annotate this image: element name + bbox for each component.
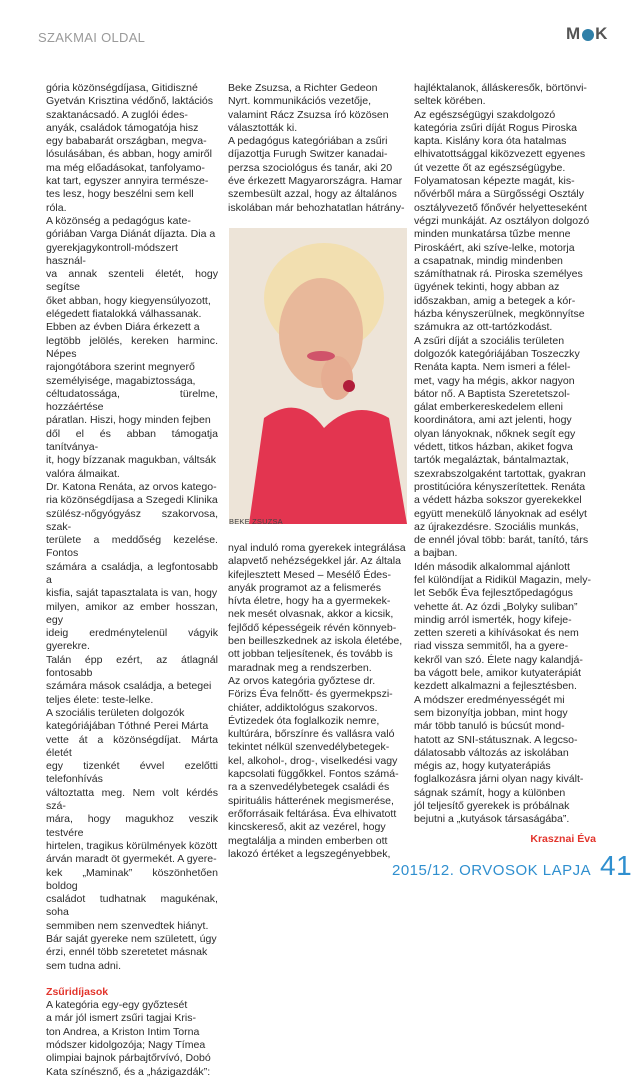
column-2-bottom (228, 542, 408, 861)
column-1 (46, 82, 218, 1079)
logo-dot-icon (582, 29, 594, 41)
author: Krasznai Éva (530, 832, 596, 845)
portrait-photo (229, 228, 407, 524)
issue: 2015/12. (392, 862, 455, 879)
column-2b-text: nyal induló roma gyerekek integrálása alapvető nehézségekkel jár. Az általa kifejlesztett Mesed – Mesélő Édes- anyák programot az a felismerés hívta életre, hogy ha a gyermekek- nek mesét olvasnak, akkor a kicsik, fejlődő képességeik révén könnyeb- ben beilleszkednek az iskola életébe, ott jobban teljesítenek, és tovább is maradnak meg a rendszerben. Az orvos kategória győztese dr. Förizs Éva felnőtt- és gyermekpszi- chiáter, addiktológus szakorvos. Évtizedek óta foglalkozik nemre, kultúrára, bőrszínre és vallásra való tekintet nélkül szenvedélybetegek- kel, alkohol-, drog-, viselkedési vagy kapcsolati függőkkel. Fontos számá- ra a szenvedélybetegek családi és spirituális hátterének megismerése, erőforrásaik feltárása. Éva elhivatott kincskereső, akit az vezérel, hogy megtalálja a minden emberben ott lakozó értéket a legszegényebbek, (228, 542, 406, 860)
column-3 (414, 82, 596, 846)
column-1-text: gória közönségdíjasa, Gitidiszné Gyetván Krisztina védőnő, laktációs szaktanácsadó. A zuglói édes- anyák, családok támogatója hisz egy bababarát országban, megva- lósulásában, és abban, hogy amiről ma még előadásokat, tanfolyamo- kat tart, egyszer annyira természe- tes lesz, hogy beszélni sem kell róla. A közönség a pedagógus kate- góriában Varga Diánát díjazta. Dia a gyerekjagykontroll-módszert használ- va annak szenteli életét, hogy segítse őket abban, hogy kiegyensúlyozott, elégedett fiatalokká válhassanak. Ebben az évben Diára érkezett a legtöbb jelölés, kereken harminc. Népes rajongótábora szerint megnyerő személyisége, magabiztossága, céltudatossága, türelme, hozzáértése páratlan. Hiszi, hogy minden fejben dől el és abban támogatja tanítványa- it, hogy bízzanak magukban, váltsák valóra álmaikat. Dr. Katona Renáta, az orvos katego- ria közönségdíjasa a Szegedi Klinika szülész-nőgyógyász szakorvosa, szak- területe a meddőség kezelése. Fontos számára a családja, a legfontosabb a kisfia, saját tapasztalata is van, hogy milyen, amikor az ember hosszan, egy ideig eredménytelenül vágyik gyerekre. Talán épp ezért, az átlagnál fontosabb számára mások családja, a betegei teljes élete: teste-lelke. A szociális területen dolgozók kategóriájában Tóthné Perei Márta vette át a közönségdíjat. Márta életét egy tizenkét évvel ezelőtti telefonhívás változtatta meg. Nem volt kérdés szá- mára, hogy magukhoz veszik testvére hirtelen, tragikus körülmények között árván maradt öt gyermekét. A gyere- kek „Maminak” köszönhetően boldog családot tudhatnak magukénak, soha semmiben nem szenvedtek hiányt. Bár saját gyereke nem született, úgy érzi, ennél több szeretetet másnak sem tudna adni. (46, 82, 218, 972)
footer (392, 850, 633, 881)
magazine-name: ORVOSOK LAPJA (459, 862, 592, 879)
section-title: SZAKMAI OLDAL (38, 30, 146, 45)
mok-logo: M K (566, 24, 609, 43)
section-heading: Zsűridíjasok (46, 985, 109, 998)
column-2-text: Beke Zsuzsa, a Richter Gedeon Nyrt. kommunikációs vezetője, valamint Rácz Zsuzsa író közösen választották ki. A pedagógus kategóriában a zsűri díjazottja Furugh Switzer kanadai- perzsa szociológus és tanár, aki 20 éve érkezett Magyarországra. Hamar szembesült azzal, hogy az általános iskolában már behozhatatlan hátrány- (228, 82, 405, 214)
page-number: 41 (600, 850, 633, 881)
column-3-text: hajléktalanok, álláskeresők, börtönvi- seltek körében. Az egészségügyi szakdolgozó kategória zsűri díját Rogus Piroska kapta. Kislány kora óta hatalmas elhivatottsággal kiközvezett egyenes út vezette őt az egészségügybe. Folyamatosan képezte magát, kis- nővérből mára a Sürgősségi Osztály osztályvezető főnővér helyetteseként végzi munkáját. Az osztályon dolgozó minden munkatársa tűzbe menne Piroskáért, aki szíve-lelke, motorja a csapatnak, mindig mindenben számíthatnak rá. Piroska személyes ügyének tekinti, hogy abban az időszakban, amig a betegek a kór- házba kényszerülnek, megkönnyítse számukra az ott-tartózkodást. A zsűri díját a szociális területen dolgozók kategóriájában Toszeczky Renáta kapta. Nem ismeri a félel- met, vagy ha mégis, akkor nagyon bátor nő. A Baptista Szeretetszol- gálat emberkereskedelem elleni koordinátora, ami azt jelenti, hogy olyan lányoknak, nőknek segít egy védett, titkos házban, akiket fogva tartók megaláztak, bántalmaztak, szexrabszolgaként tartottak, gyakran prostitúcióra kényszerítettek. Renáta a védett házba sokszor gyerekekkel együtt menekülő lányoknak ad esélyt az újrakezdésre. Szociális munkás, de ennél jóval több: barát, tanító, társ a bajban. Idén második alkalommal ajánlott fel különdíjat a Ridikül Magazin, mely- let Sebők Éva fejlesztőpedagógus vehette át. Az ózdi „Bolyky suliban” mindig arról ismerték, hogy kifeje- zetten szereti a kihívásokat és nem riad vissza semmitől, ha a gyere- kekről van szó. Élete nagy kalandjá- ba vágott bele, amikor kutyaterápiát kezdett alkalmazni a fejlesztésben. A módszer eredményességét mi sem bizonyítja jobban, mint hogy már több tanuló is búcsút mond- hatott az SNI-státusznak. A legcso- dálatosabb változás az iskolában mégis az, hogy kutyaterápiás foglalkozásra járni olyan nagy kivált- ságnak számít, hogy a különben jól teljesítő gyerekek is próbálnak bejutni a „kutyások társaságába”. (414, 82, 592, 826)
portrait-illustration (229, 228, 407, 524)
column-2-top (228, 82, 408, 215)
column-1b-text: A kategória egy-egy győztesét a már jól ismert zsűri tagjai Kris- ton Andrea, a Kriston Intim Torna módszer kidolgozója; Nagy Tímea olimpiai bajnok párbajtőrvívó, Dobó Kata színésznő, és a „házigazdák”: (46, 999, 211, 1078)
photo-caption: BEKE ZSUZSA (229, 517, 283, 526)
